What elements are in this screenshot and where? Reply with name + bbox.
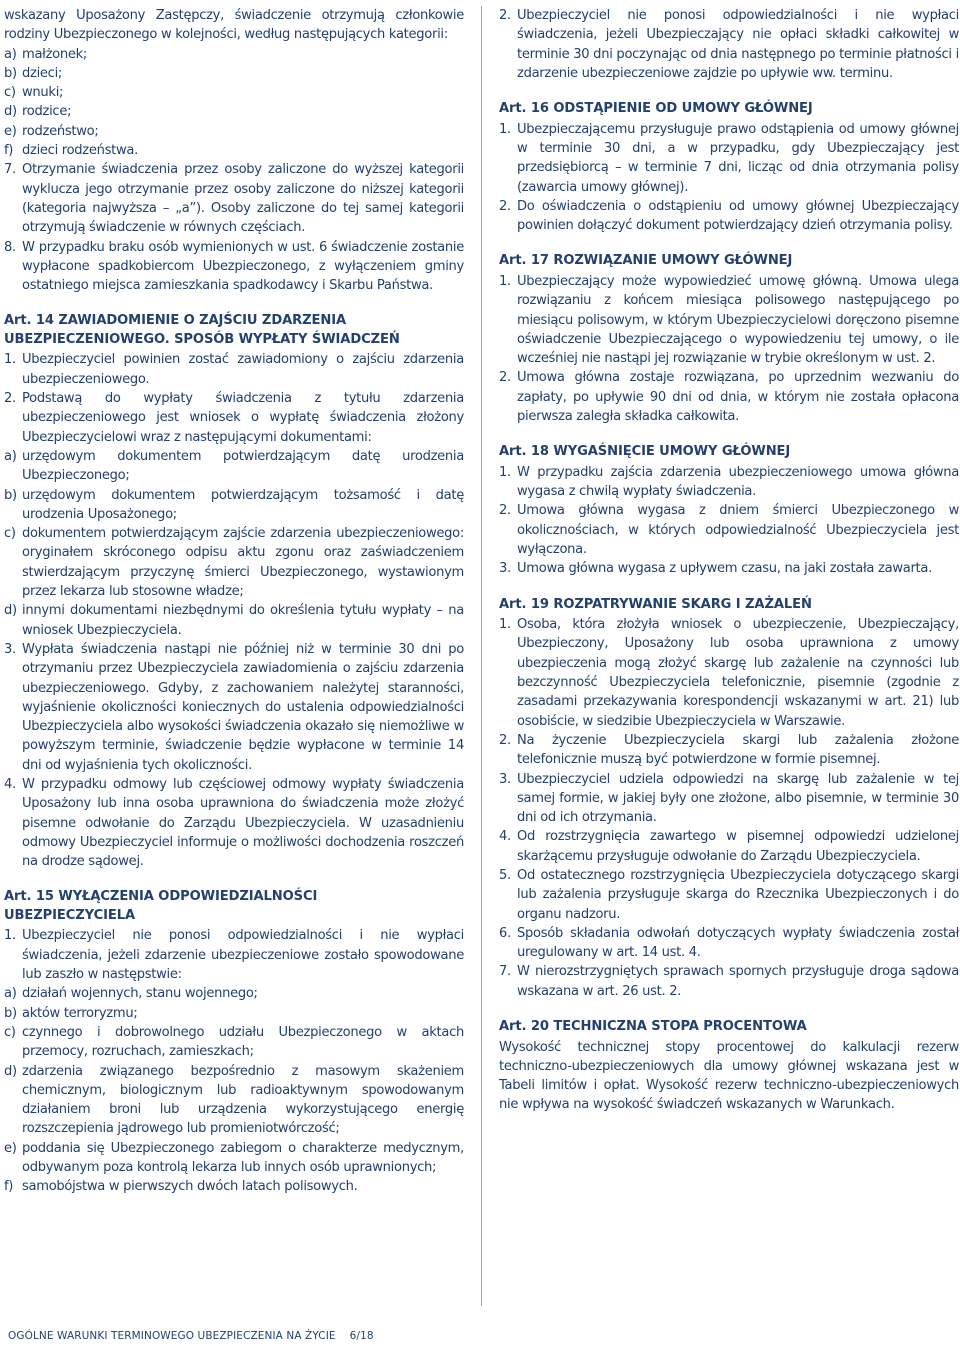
heading-line: UBEZPIECZYCIELA (4, 907, 135, 923)
item-text: rodzice; (22, 104, 72, 120)
item-label: b) (4, 1005, 17, 1021)
list-item (499, 120, 959, 197)
list-item (4, 122, 464, 141)
list-item (4, 83, 464, 102)
item-text: rodzeństwo; (22, 123, 99, 139)
heading-line: Art. 15 WYŁĄCZENIA ODPOWIEDZIALNOŚCI (4, 889, 318, 905)
item-label: a) (4, 986, 17, 1002)
item-text: Od ostatecznego rozstrzygnięcia Ubezpieczyciela dotyczącego skargi lub zażalenia przysługuje skarga do Rzecznika Ubezpieczonych i do organu nadzoru. (517, 867, 959, 922)
item-text: dzieci rodzeństwa. (22, 143, 138, 159)
item-label: 7. (4, 162, 16, 178)
item-text: małżonek; (22, 46, 88, 62)
item-label: 4. (4, 776, 16, 792)
item-text: czynnego i dobrowolnego udziału Ubezpieczonego w aktach przemocy, rozruchach, zamieszkach; (22, 1024, 464, 1060)
item-text: Ubezpieczyciel powinien zostać zawiadomiony o zajściu zdarzenia ubezpieczeniowego. (22, 352, 464, 387)
item-label: 4. (499, 829, 511, 845)
item-text: W przypadku zajścia zdarzenia ubezpieczeniowego umowa główna wygasa z chwilą wypłaty świadczenia. (517, 464, 959, 500)
list-item (499, 731, 959, 770)
column-divider (481, 6, 482, 1306)
item-label: 3. (499, 771, 511, 787)
art14-point-1 (4, 350, 464, 389)
item-text: Wypłata świadczenia nastąpi nie później niż w terminie 30 dni po otrzymaniu przez Ubezpieczyciela zawiadomienia o zajściu zdarzenia ubezpieczeniowego. Gdyby, z zachowaniem należytej staranności, wyjaśnienie okoliczności koniecznych do ustalenia odpowiedzialności Ubezpieczyciela albo wysokości świadczenia okazało się niemożliwe w powyższym terminie, świadczenie będzie wypłacone w terminie 14 dni od wyjaśnienia tych okoliczności. (22, 641, 464, 773)
item-text: urzędowym dokumentem potwierdzającym tożsamość i datę urodzenia Uposażonego; (22, 487, 464, 522)
list-item (499, 770, 959, 828)
item-text: W przypadku odmowy lub częściowej odmowy wypłaty świadczenia Uposażony lub inna osoba uprawniona do świadczenia może złożyć pisemne odwołanie do Zarządu Ubezpieczyciela. W uzasadnieniu odmowy Ubezpieczyciel informuje o możliwości dochodzenia roszczeń na drodze sądowej. (22, 776, 464, 870)
heading-line: Art. 14 ZAWIADOMIENIE O ZAJŚCIU ZDARZENIA (4, 313, 347, 329)
item-text: zdarzenia związanego bezpośrednio z masowym skażeniem chemicznym, biologicznym lub radioaktywnym spowodowanym działaniem broni lub urządzenia wykorzystującego energię rozszczepienia jądrowego lub promieniotwórczość; (22, 1063, 464, 1137)
article-20-text: Wysokość technicznej stopy procentowej do kalkulacji rezerw techniczno-ubezpieczeniowych dla umowy głównej wskazana jest w Tabeli limitów i opłat. Wysokość rezerw techniczno-ubezpieczeniowych nie wpływa na wysokość świadczeń wskazanych w Warunkach. (499, 1039, 959, 1113)
item-label: e) (4, 1140, 17, 1156)
item-label: 7. (499, 964, 511, 980)
item-text: Osoba, która złożyła wniosek o ubezpieczenie, Ubezpieczający, Ubezpieczony, Uposażony lub osoba uprawniona z umowy ubezpieczenia mogą złożyć skargę lub zażalenie na czynności lub bezczynność Ubezpieczyciela telefonicznie, pisemnie (zgodnie z zasadami przekazywania korespondencji wskazanymi w art. 21) lub osobiście, w siedzibie Ubezpieczyciela w Warszawie. (517, 617, 959, 729)
item-text: Ubezpieczyciel udziela odpowiedzi na skargę lub zażalenie w tej samej formie, w jakiej były one złożone, albo pisemnie, w terminie 30 dni od ich otrzymania. (517, 771, 959, 826)
item-label: c) (4, 526, 16, 542)
list-item (4, 141, 464, 160)
heading-line: UBEZPIECZENIOWEGO. SPOSÓB WYPŁATY ŚWIADCZEŃ (4, 331, 400, 347)
list-item (499, 924, 959, 963)
list-item (4, 1023, 464, 1062)
item-label: e) (4, 123, 17, 139)
item-label: 2. (499, 503, 511, 519)
item-label: 5. (499, 867, 511, 883)
article-14-heading (4, 312, 464, 349)
item-text: W nierozstrzygniętych sprawach spornych przysługuje droga sądowa wskazana w art. 26 ust. 2. (517, 964, 959, 999)
item-label: 2. (499, 370, 511, 386)
item-label: c) (4, 1024, 16, 1040)
item-text: działań wojennych, stanu wojennego; (22, 986, 258, 1002)
list-item (499, 197, 959, 236)
item-text: Umowa główna zostaje rozwiązana, po uprzednim wezwaniu do zapłaty, po upływie 90 dni od dnia, w którym nie została opłacona pierwsza zaległa składka całkowita. (517, 370, 959, 425)
item-text: Na życzenie Ubezpieczyciela skargi lub zażalenia złożone telefonicznie muszą być potwierdzone w formie pisemnej. (517, 732, 959, 768)
point-7 (4, 160, 464, 237)
article-17-heading: Art. 17 ROZWIĄZANIE UMOWY GŁÓWNEJ (499, 253, 793, 269)
item-label: 1. (499, 121, 511, 137)
left-column (4, 6, 464, 1197)
item-label: 3. (4, 641, 16, 657)
item-label: f) (4, 1179, 14, 1195)
list-item (4, 486, 464, 525)
list-item (4, 984, 464, 1003)
list-item (499, 615, 959, 731)
item-text: aktów terroryzmu; (22, 1005, 138, 1021)
item-label: 2. (4, 391, 16, 407)
list-item (499, 368, 959, 426)
item-text: wnuki; (22, 85, 64, 101)
item-text: Od rozstrzygnięcia zawartego w pisemnej odpowiedzi udzielonej skarżącemu przysługuje odwołanie do Zarządu Ubezpieczyciela. (517, 829, 959, 864)
item-text: Ubezpieczyciel nie ponosi odpowiedzialności i nie wypłaci świadczenia, jeżeli zdarzenie ubezpieczeniowe zostało spowodowane lub zaszło w następstwie: (22, 928, 464, 983)
item-text: Umowa główna wygasa z upływem czasu, na jaki została zawarta. (517, 561, 932, 577)
art14-point-3 (4, 640, 464, 775)
item-label: c) (4, 85, 16, 101)
item-text: Umowa główna wygasa z dniem śmierci Ubezpieczonego w okolicznościach, w których odpowiedzialność Ubezpieczyciela jest wyłączona. (517, 503, 959, 558)
item-text: Ubezpieczający może wypowiedzieć umowę główną. Umowa ulega rozwiązaniu z końcem miesiąca polisowego następującego po miesiącu polisowym, w którym Ubezpieczycielowi doręczono pisemne oświadczenie Ubezpieczającego o wypowiedzeniu tej umowy, o ile wcześniej nie nastąpi jej rozwiązanie w trybie określonym w ust. 2. (517, 273, 959, 367)
intro-paragraph: wskazany Uposażony Zastępczy, świadczenie otrzymują członkowie rodziny Ubezpieczonego w kolejności, według następujących kategorii: (4, 8, 464, 43)
item-text: samobójstwa w pierwszych dwóch latach polisowych. (22, 1179, 358, 1195)
art15-point-1 (4, 926, 464, 984)
item-text: Do oświadczenia o odstąpieniu od umowy głównej Ubezpieczający powinien dołączyć dokument potwierdzający dzień otrzymania polisy. (517, 198, 959, 234)
item-text: Podstawą do wypłaty świadczenia z tytułu zdarzenia ubezpieczeniowego jest wniosek o wypłatę świadczenia złożony Ubezpieczycielowi wraz z następującymi dokumentami: (22, 391, 464, 445)
item-label: 2. (499, 8, 511, 23)
art14-point-2 (4, 389, 464, 447)
item-label: 8. (4, 239, 16, 255)
category-list (4, 45, 464, 161)
item-label: b) (4, 65, 17, 81)
item-label: 6. (499, 925, 511, 941)
item-label: d) (4, 104, 17, 120)
list-item (499, 272, 959, 368)
item-label: 1. (499, 273, 511, 289)
item-text: Ubezpieczyciel nie ponosi odpowiedzialności i nie wypłaci świadczenia, jeżeli Ubezpieczający nie opłaci składki całkowitej w terminie 30 dni poczynając od dnia następnego po terminie płatności i zdarzenie ubezpieczeniowe zajdzie po upływie ww. terminu. (517, 8, 959, 81)
list-item (499, 501, 959, 559)
article-15-heading (4, 888, 464, 925)
article-19-heading: Art. 19 ROZPATRYWANIE SKARG I ZAŻALEŃ (499, 596, 812, 612)
item-label: 2. (499, 198, 511, 214)
list-item (4, 1062, 464, 1139)
article-16-heading: Art. 16 ODSTĄPIENIE OD UMOWY GŁÓWNEJ (499, 101, 813, 117)
list-item (4, 1004, 464, 1023)
list-item (499, 827, 959, 866)
item-text: Sposób składania odwołań dotyczących wypłaty świadczenia został uregulowany w art. 14 ust. 4. (517, 925, 959, 961)
art15-point-2 (499, 6, 959, 83)
list-item (4, 102, 464, 121)
item-label: 3. (499, 561, 511, 577)
article-18-heading: Art. 18 WYGAŚNIĘCIE UMOWY GŁÓWNEJ (499, 444, 791, 460)
item-label: 2. (499, 732, 511, 748)
list-item (499, 962, 959, 1001)
list-item (4, 447, 464, 486)
item-label: a) (4, 448, 17, 464)
list-item (4, 1139, 464, 1178)
item-label: 1. (499, 464, 511, 480)
list-item (4, 601, 464, 640)
item-label: f) (4, 143, 14, 159)
item-label: d) (4, 603, 17, 619)
page-number: 6/18 (349, 1330, 374, 1342)
item-label: 1. (4, 352, 16, 368)
item-text: dzieci; (22, 65, 63, 81)
list-item (499, 463, 959, 502)
item-label: b) (4, 487, 17, 503)
item-text: urzędowym dokumentem potwierdzającym datę urodzenia Ubezpieczonego; (22, 448, 464, 484)
list-item (499, 866, 959, 924)
art14-point-4 (4, 775, 464, 871)
item-label: d) (4, 1063, 17, 1079)
item-text: W przypadku braku osób wymienionych w ust. 6 świadczenie zostanie wypłacone spadkobiercom Ubezpieczonego, z wyłączeniem gminy ostatniego miejsca zamieszkania spadkodawcy i Skarbu Państwa. (22, 239, 464, 294)
item-text: Otrzymanie świadczenia przez osoby zaliczone do wyższej kategorii wyklucza jego otrzymanie przez osoby zaliczone do niższej kategorii (kategoria najwyższa – „a”). Osoby zaliczone do tej samej kategorii otrzymują świadczenie w równych częściach. (22, 162, 464, 236)
item-text: innymi dokumentami niezbędnymi do określenia tytułu wypłaty – na wniosek Ubezpieczyciela. (22, 603, 464, 638)
item-text: poddania się Ubezpieczonego zabiegom o charakterze medycznym, odbywanym poza kontrolą lekarza lub innych osób uprawnionych; (22, 1140, 464, 1176)
list-item (4, 1177, 464, 1196)
list-item (4, 45, 464, 64)
point-8 (4, 238, 464, 296)
page-footer (8, 1330, 374, 1342)
list-item (499, 559, 959, 578)
right-column (499, 6, 959, 1115)
footer-title: OGÓLNE WARUNKI TERMINOWEGO UBEZPIECZENIA NA ŻYCIE (8, 1330, 336, 1342)
item-label: 1. (4, 928, 16, 944)
item-text: Ubezpieczającemu przysługuje prawo odstąpienia od umowy głównej w terminie 30 dni, a w przypadku, gdy Ubezpieczający jest przedsiębiorcą – w terminie 7 dni, licząc od dnia otrzymania polisy (zawarcia umowy głównej). (517, 121, 959, 195)
item-label: 1. (499, 617, 511, 633)
list-item (4, 524, 464, 601)
item-text: dokumentem potwierdzającym zajście zdarzenia ubezpieczeniowego: oryginałem skróconego odpisu aktu zgonu oraz zaświadczeniem stwierdzającym przyczynę śmierci Ubezpieczonego, wystawionym przez lekarza lub stosowne władze; (22, 526, 464, 600)
item-label: a) (4, 46, 17, 62)
article-20-heading: Art. 20 TECHNICZNA STOPA PROCENTOWA (499, 1019, 807, 1035)
list-item (4, 64, 464, 83)
